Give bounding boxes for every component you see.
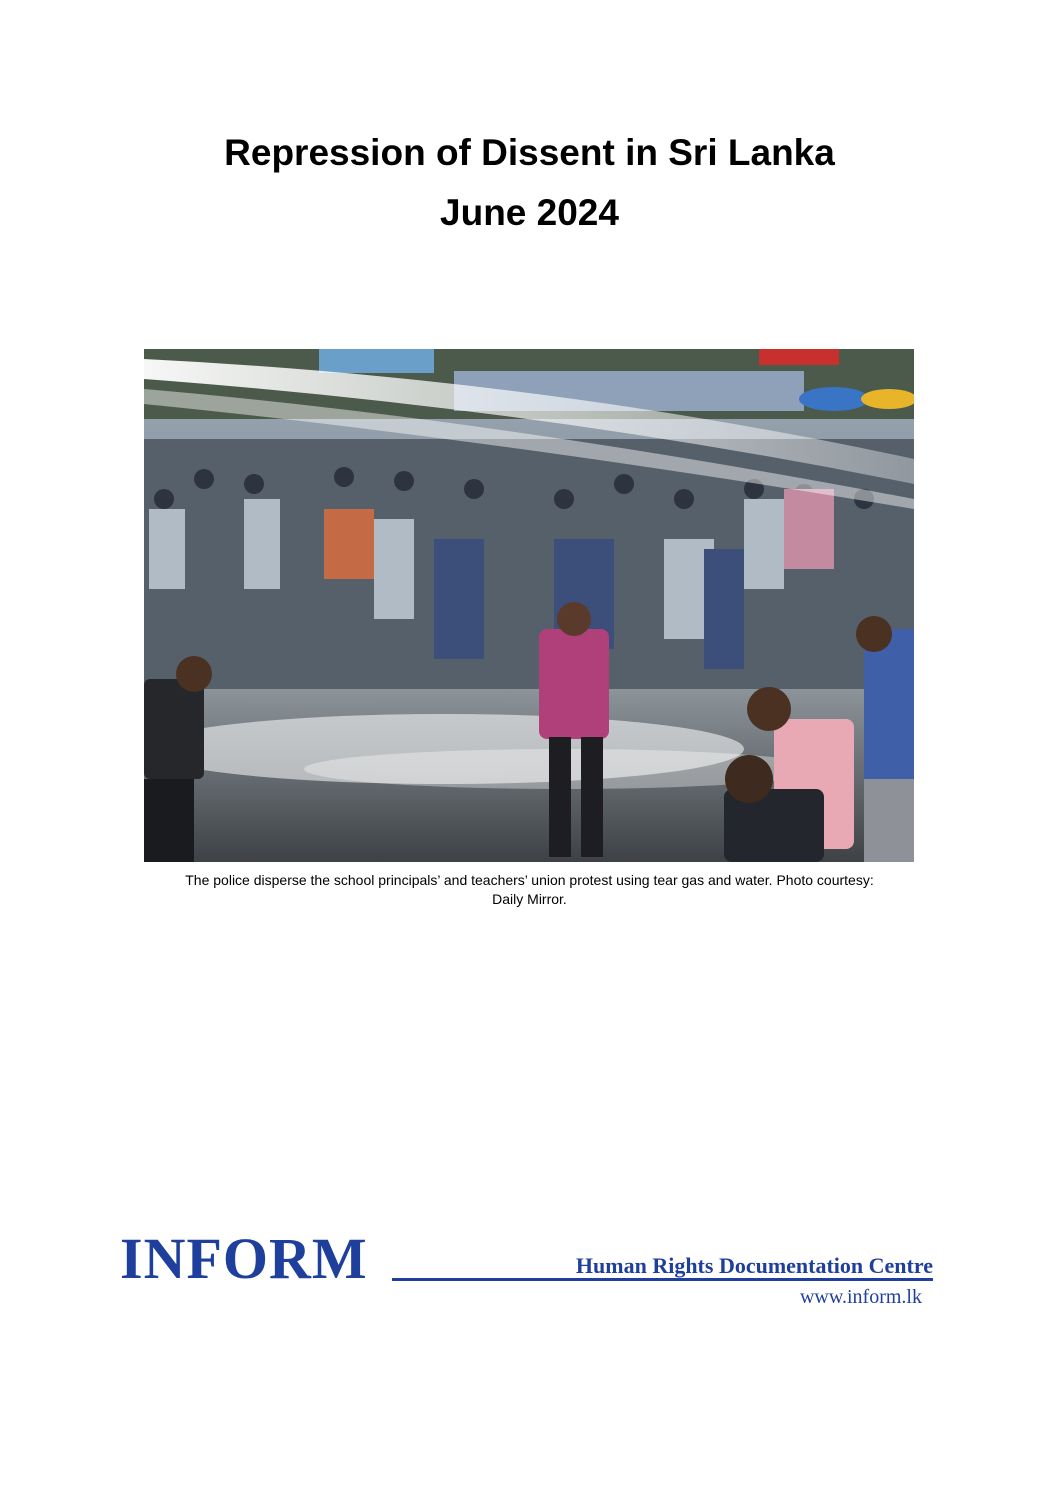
- photo-caption: [110, 871, 949, 909]
- logo-website-link[interactable]: www.inform.lk: [799, 1286, 922, 1308]
- inform-logo-wordmark: INFORM: [120, 1226, 368, 1291]
- document-title: Repression of Dissent in Sri Lanka: [224, 132, 835, 173]
- protest-photo-illustration: [144, 349, 914, 862]
- caption-line-2: Daily Mirror.: [492, 891, 567, 907]
- logo-tagline: Human Rights Documentation Centre: [575, 1253, 933, 1278]
- cover-photo: [144, 349, 914, 862]
- document-date: June 2024: [440, 192, 619, 233]
- caption-line-1: The police disperse the school principals’ and teachers’ union protest using tear gas and water. Photo courtesy:: [185, 872, 874, 888]
